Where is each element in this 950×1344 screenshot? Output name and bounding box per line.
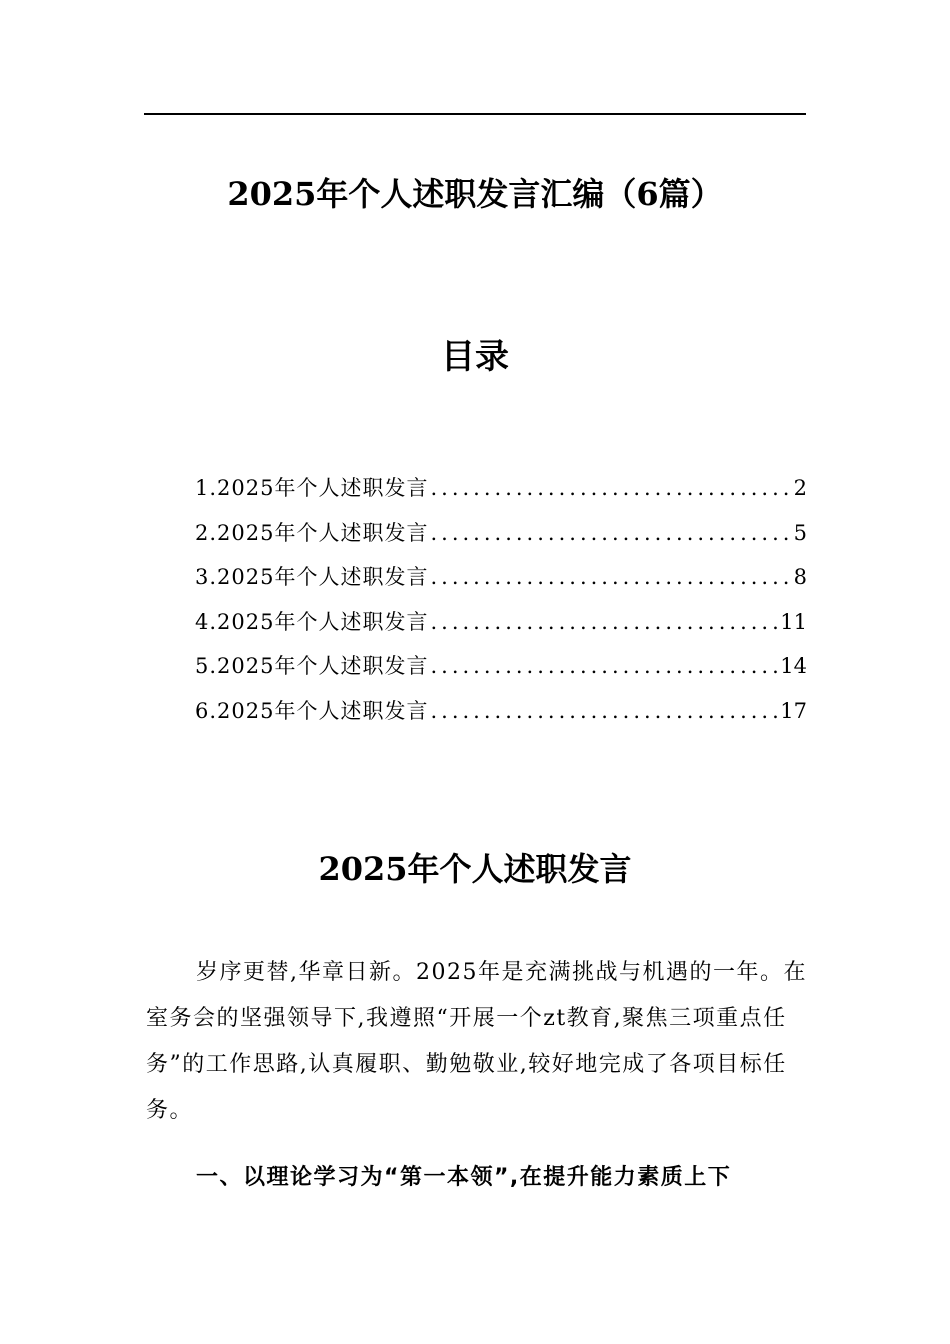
body-paragraph: 岁序更替,华章日新。2025年是充满挑战与机遇的一年。在室务会的坚强领导下,我遵照“开展一个zt教育,聚焦三项重点任务”的工作思路,认真履职、勤勉敬业,较好地完成了各项目标任务。 — [146, 960, 807, 1123]
toc-entry-label: 4.2025年个人述职发言 — [195, 609, 429, 634]
toc-entry-1[interactable] — [195, 468, 807, 513]
toc-leader-dots — [430, 646, 778, 686]
toc-entry-2[interactable] — [195, 513, 807, 558]
table-of-contents — [195, 468, 807, 735]
toc-entry-page: 2 — [793, 476, 807, 500]
toc-leader-dots — [430, 602, 778, 642]
section-title: 2025年个人述职发言 — [318, 850, 632, 888]
toc-entry-6[interactable] — [195, 691, 807, 736]
toc-entry-3[interactable] — [195, 557, 807, 602]
document-title: 2025年个人述职发言汇编（6篇） — [227, 175, 723, 213]
toc-leader-dots — [430, 691, 778, 731]
toc-leader-dots — [430, 513, 791, 553]
toc-entry-label: 2.2025年个人述职发言 — [195, 520, 429, 545]
toc-entry-label: 5.2025年个人述职发言 — [195, 654, 429, 678]
toc-entry-4[interactable] — [195, 602, 807, 647]
toc-entry-label: 6.2025年个人述职发言 — [195, 698, 429, 723]
section-subheading: 一、以理论学习为“第一本领”,在提升能力素质上下 — [196, 1165, 732, 1190]
toc-entry-5[interactable] — [195, 646, 807, 691]
toc-heading: 目录 — [441, 337, 509, 377]
toc-entry-page: 5 — [793, 520, 807, 545]
toc-leader-dots — [430, 468, 791, 508]
toc-entry-label: 1.2025年个人述职发言 — [195, 476, 429, 500]
toc-entry-page: 17 — [780, 698, 807, 723]
top-rule — [144, 113, 806, 115]
toc-entry-page: 8 — [793, 565, 807, 589]
toc-entry-page: 14 — [780, 654, 807, 678]
toc-leader-dots — [430, 557, 791, 597]
toc-entry-label: 3.2025年个人述职发言 — [195, 565, 429, 589]
toc-entry-page: 11 — [780, 609, 807, 634]
